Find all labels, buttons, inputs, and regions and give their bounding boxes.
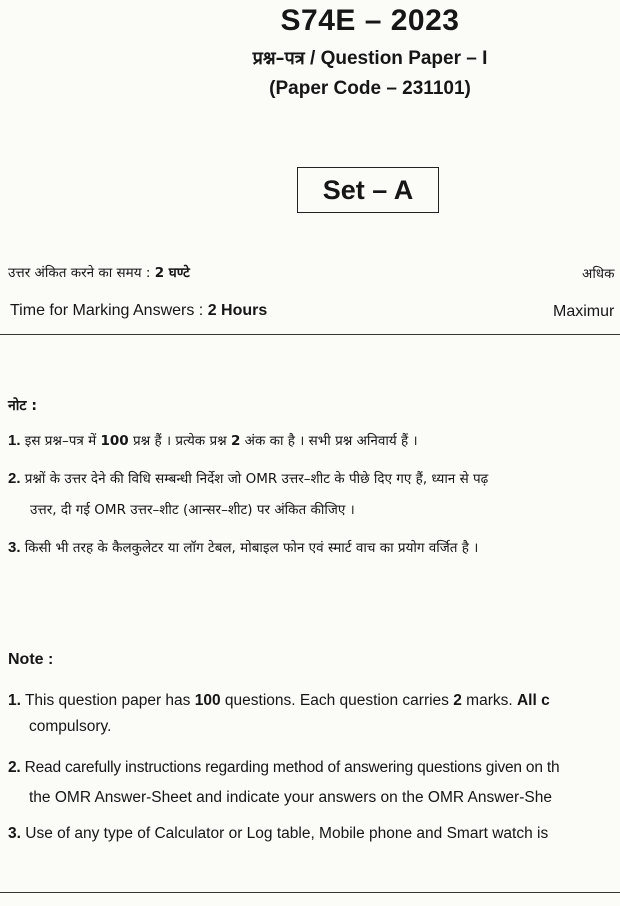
time-english-label: Time for Marking Answers : — [10, 302, 208, 319]
exam-code: S74E – 2023 — [280, 4, 460, 37]
item-text: Read carefully instructions regarding method of answering questions given on th — [24, 759, 560, 776]
paper-title-english: Question Paper – I — [320, 48, 488, 69]
item-number: 1. — [8, 432, 21, 449]
item-text: This question paper has 100 questions. Each question carries 2 marks. All c — [24, 692, 550, 709]
time-hindi-label: उत्तर अंकित करने का समय : — [8, 265, 155, 281]
time-hindi-value: 2 घण्टे — [154, 265, 190, 281]
note-english-heading: Note : — [8, 651, 54, 668]
item-text: प्रश्नों के उत्तर देने की विधि सम्बन्धी निर्देश जो OMR उत्तर–शीट के पीछे दिए गए हैं, ध्यान से पढ़ — [24, 471, 489, 487]
item-text: इस प्रश्न–पत्र में 100 प्रश्न हैं । प्रत्येक प्रश्न 2 अंक का है । सभी प्रश्न अनिवार्य हैं । — [24, 433, 418, 449]
note-english-item-2 — [8, 759, 559, 777]
note-english-item-1 — [8, 692, 550, 710]
item-number: 3. — [8, 825, 21, 842]
item-number: 1. — [8, 692, 21, 709]
item-text: किसी भी तरह के कैलकुलेटर या लॉग टेबल, मोबाइल फोन एवं स्मार्ट वाच का प्रयोग वर्जित है । — [24, 540, 479, 556]
note-english-item-1-line-2: compulsory. — [29, 718, 112, 735]
note-hindi-heading: नोट : — [8, 398, 37, 414]
item-number: 3. — [8, 539, 21, 556]
paper-code: (Paper Code – 231101) — [269, 78, 471, 99]
note-hindi-item-2-line-2: उत्तर, दी गई OMR उत्तर–शीट (आन्सर–शीट) पर अंकित कीजिए । — [30, 502, 355, 518]
note-hindi-item-1 — [8, 431, 418, 449]
note-english-item-2-line-2: the OMR Answer-Sheet and indicate your answers on the OMR Answer-She — [29, 789, 552, 806]
set-label-box: Set – A — [297, 167, 439, 213]
item-text: Use of any type of Calculator or Log table, Mobile phone and Smart watch is — [25, 825, 549, 842]
time-english — [10, 302, 267, 320]
paper-title — [0, 46, 620, 70]
divider-top — [0, 334, 620, 335]
paper-title-hindi: प्रश्न–पत्र — [252, 48, 305, 69]
item-number: 2. — [8, 470, 21, 487]
marks-hindi-cut: अधिक — [582, 266, 615, 282]
note-hindi-item-3 — [8, 538, 478, 556]
note-english-item-3 — [8, 825, 548, 843]
time-hindi — [8, 263, 190, 281]
paper-title-separator: / — [304, 48, 321, 69]
note-hindi-item-2 — [8, 469, 488, 487]
divider-bottom — [0, 892, 620, 893]
item-number: 2. — [8, 759, 21, 776]
time-english-value: 2 Hours — [207, 302, 268, 319]
marks-english-cut: Maximur — [553, 303, 615, 320]
